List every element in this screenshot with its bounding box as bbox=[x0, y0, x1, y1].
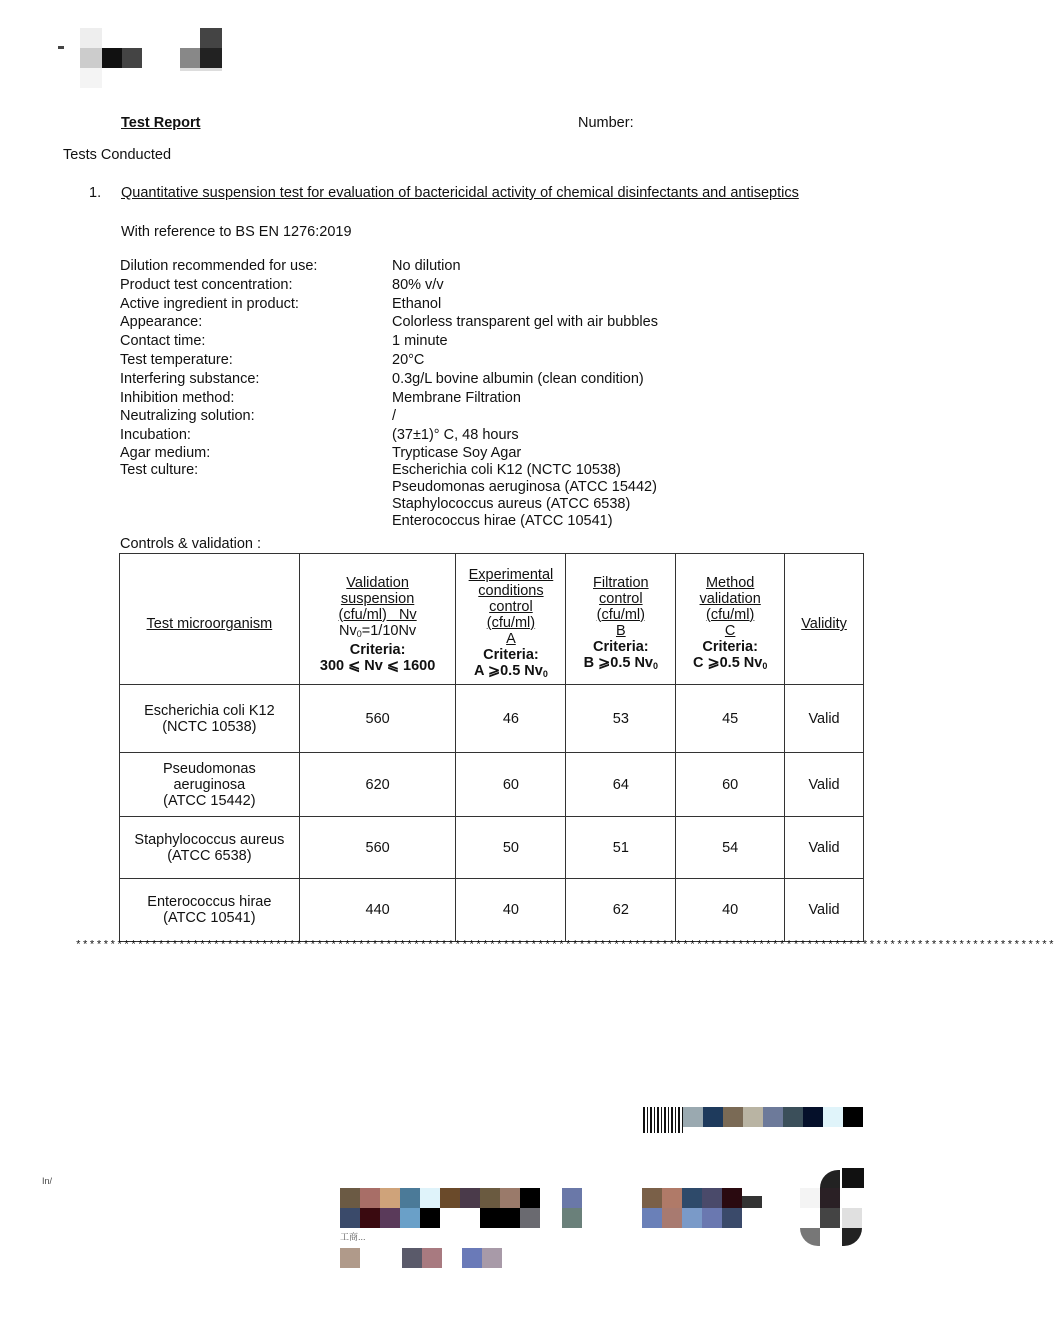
culture-item: Escherichia coli K12 (NCTC 10538) bbox=[392, 461, 621, 478]
param-row bbox=[120, 295, 658, 314]
c-cell: 60 bbox=[676, 753, 785, 817]
param-label: Neutralizing solution: bbox=[120, 408, 255, 425]
table-row bbox=[120, 685, 864, 753]
param-row bbox=[120, 389, 658, 408]
test-parameters bbox=[120, 257, 658, 530]
organism-cell: Enterococcus hirae (ATCC 10541) bbox=[120, 879, 300, 942]
c-cell: 54 bbox=[676, 817, 785, 879]
b-cell: 53 bbox=[566, 685, 676, 753]
redacted-barcode bbox=[643, 1105, 865, 1135]
organism-cell: Escherichia coli K12 (NCTC 10538) bbox=[120, 685, 300, 753]
a-cell: 40 bbox=[456, 879, 566, 942]
param-row bbox=[120, 407, 658, 426]
validity-cell: Valid bbox=[785, 879, 864, 942]
param-value-list bbox=[392, 462, 657, 530]
redacted-stamp-right bbox=[642, 1186, 767, 1231]
a-cell: 60 bbox=[456, 753, 566, 817]
param-label: Agar medium: bbox=[120, 444, 211, 461]
header-filtration: Filtration control (cfu/ml) B Criteria: B ⩾0.5 Nv0 bbox=[566, 554, 676, 685]
param-row bbox=[120, 276, 658, 295]
nv-cell: 620 bbox=[299, 753, 456, 817]
b-cell: 64 bbox=[566, 753, 676, 817]
param-row bbox=[120, 370, 658, 389]
param-row bbox=[120, 257, 658, 276]
param-row bbox=[120, 445, 658, 462]
param-row bbox=[120, 351, 658, 370]
test-reference: With reference to BS EN 1276:2019 bbox=[121, 224, 352, 240]
validity-cell: Valid bbox=[785, 753, 864, 817]
test-name: Quantitative suspension test for evaluation of bactericidal activity of chemical disinfectants and antiseptics bbox=[121, 185, 799, 201]
c-cell: 40 bbox=[676, 879, 785, 942]
param-label: Appearance: bbox=[120, 314, 203, 331]
header-validity: Validity bbox=[785, 554, 864, 685]
header-experimental: Experimental conditions control (cfu/ml) A Criteria: A ⩾0.5 Nv0 bbox=[456, 554, 566, 685]
b-cell: 51 bbox=[566, 817, 676, 879]
controls-caption: Controls & validation : bbox=[120, 536, 262, 552]
param-label: Incubation: bbox=[120, 427, 191, 444]
param-value: 80% v/v bbox=[392, 276, 444, 293]
param-value: Ethanol bbox=[392, 295, 442, 312]
param-value: 0.3g/L bovine albumin (clean condition) bbox=[392, 370, 644, 387]
param-label: Dilution recommended for use: bbox=[120, 258, 318, 274]
param-row bbox=[120, 332, 658, 351]
table-row bbox=[120, 879, 864, 942]
param-label: Product test concentration: bbox=[120, 276, 293, 293]
param-value: 1 minute bbox=[392, 333, 448, 350]
param-value: Colorless transparent gel with air bubbles bbox=[392, 314, 658, 331]
c-cell: 45 bbox=[676, 685, 785, 753]
culture-item: Staphylococcus aureus (ATCC 6538) bbox=[392, 495, 631, 512]
controls-table bbox=[119, 553, 864, 942]
header-method: Method validation (cfu/ml) C Criteria: C ⩾0.5 Nv0 bbox=[676, 554, 785, 685]
param-label: Interfering substance: bbox=[120, 370, 260, 387]
validity-cell: Valid bbox=[785, 685, 864, 753]
a-cell: 46 bbox=[456, 685, 566, 753]
redacted-logo bbox=[58, 28, 233, 108]
param-label: Test culture: bbox=[120, 461, 199, 478]
header-validation: Validation suspension (cfu/ml) Nv Nv0=1/10Nv Criteria: 300 ⩽ Nv ⩽ 1600 bbox=[299, 554, 456, 685]
nv-cell: 440 bbox=[299, 879, 456, 942]
validity-cell: Valid bbox=[785, 817, 864, 879]
report-title: Test Report bbox=[121, 115, 201, 131]
footer-fragment: In/ bbox=[42, 1176, 53, 1186]
param-row bbox=[120, 426, 658, 445]
nv-cell: 560 bbox=[299, 685, 456, 753]
table-header-row bbox=[120, 554, 864, 685]
param-row bbox=[120, 462, 658, 530]
param-value: No dilution bbox=[392, 258, 461, 274]
param-row bbox=[120, 313, 658, 332]
organism-cell: Staphylococcus aureus (ATCC 6538) bbox=[120, 817, 300, 879]
report-number-label: Number: bbox=[578, 115, 634, 131]
table-row bbox=[120, 753, 864, 817]
culture-item: Pseudomonas aeruginosa (ATCC 15442) bbox=[392, 478, 657, 495]
redacted-seal bbox=[800, 1165, 865, 1250]
param-value: 20°C bbox=[392, 351, 425, 368]
param-label: Contact time: bbox=[120, 333, 206, 350]
param-value: Trypticase Soy Agar bbox=[392, 444, 522, 461]
table-row bbox=[120, 817, 864, 879]
test-index: 1. bbox=[89, 185, 102, 201]
param-label: Test temperature: bbox=[120, 351, 233, 368]
organism-cell: Pseudomonas aeruginosa (ATCC 15442) bbox=[120, 753, 300, 817]
a-cell: 50 bbox=[456, 817, 566, 879]
section-heading: Tests Conducted bbox=[63, 147, 172, 163]
culture-item: Enterococcus hirae (ATCC 10541) bbox=[392, 512, 613, 529]
param-label: Active ingredient in product: bbox=[120, 295, 299, 312]
nv-cell: 560 bbox=[299, 817, 456, 879]
header-organism: Test microorganism bbox=[120, 554, 300, 685]
param-label: Inhibition method: bbox=[120, 389, 235, 406]
param-value: Membrane Filtration bbox=[392, 389, 521, 406]
b-cell: 62 bbox=[566, 879, 676, 942]
footer-fragment-small: 工商... bbox=[340, 1232, 366, 1242]
param-value: / bbox=[392, 408, 397, 425]
end-divider: ********************************************************************************************************************************************** bbox=[75, 940, 1055, 952]
param-value: (37±1)° C, 48 hours bbox=[392, 427, 519, 444]
redacted-stamp-left bbox=[340, 1186, 585, 1276]
